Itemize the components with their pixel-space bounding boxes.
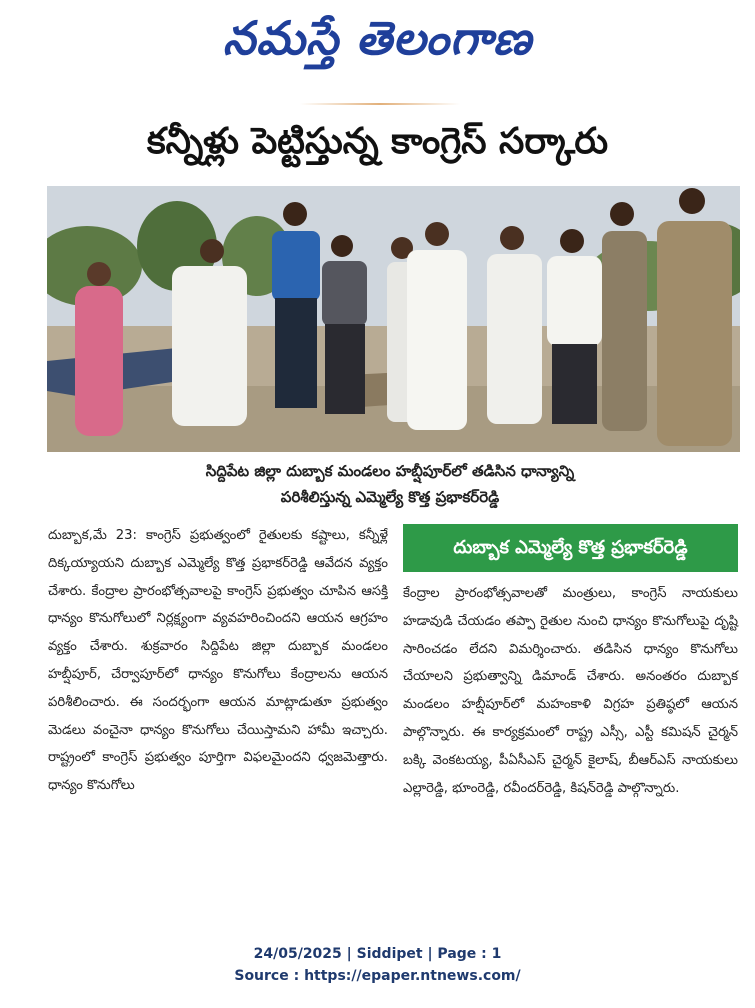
article-headline: కన్నీళ్లు పెట్టిస్తున్న కాంగ్రెస్ సర్కారు bbox=[146, 121, 609, 162]
footer-source-link[interactable]: Source : https://epaper.ntnews.com/ bbox=[234, 968, 521, 984]
masthead-divider bbox=[300, 103, 460, 105]
article-body-right: కేంద్రాల ప్రారంభోత్సవాలతో మంత్రులు, కాంగ్రెస్ నాయకులు హడావుడి చేయడం తప్పా రైతుల నుంచి ధాన్యం కొనుగోలుపై దృష్టి సారించడం లేదని విమర్శించారు. తడిసిన ధాన్యం కొనుగోలు చేయాలని ప్రభుత్వాన్ని డిమాండ్ చేశారు. అనంతరం దుబ్బాక మండలం హబ్షీపూర్‌లో మహంకాళి విగ్రహ ప్రతిష్ఠలో ఆయన పాల్గొన్నారు. ఈ కార్యక్రమంలో రాష్ట్ర ఎస్సీ, ఎస్టీ కమిషన్ చైర్మన్ బక్కి వెంకటయ్య, పీఏసీఎస్ చైర్మన్ కైలాష్, బీఆర్‌ఎస్ నాయకులు ఎల్లారెడ్డి, భూంరెడ్డి, రవీందర్‌రెడ్డి, కిషన్‌రెడ్డి పాల్గొన్నారు. bbox=[403, 586, 738, 796]
article-column-left bbox=[48, 522, 388, 800]
article-body-left: దుబ్బాక,మే 23: కాంగ్రెస్ ప్రభుత్వంలో రైతులకు కష్టాలు, కన్నీళ్లే దిక్కయ్యాయని దుబ్బాక ఎమ్మెల్యే కొత్త ప్రభాకర్‌రెడ్డి ఆవేదన వ్యక్తం చేశారు. కేంద్రాల ప్రారంభోత్సవాలపై కాంగ్రెస్ ప్రభుత్వం చూపిన ఆసక్తి ధాన్యం కొనుగోలులో నిర్లక్ష్యంగా వ్యవహరించిందని ఆయన ఆగ్రహం వ్యక్తం చేశారు. శుక్రవారం సిద్దిపేట జిల్లా దుబ్బాక మండలం హబ్షీపూర్, చేర్వాపూర్‌లో ధాన్యం కొనుగోలు కేంద్రాలను ఆయన పరిశీలించారు. ఈ సందర్భంగా ఆయన మాట్లాడుతూ ప్రభుత్వం మెడలు వంచైనా ధాన్యం కొనుగోలు చేయిస్తామని హామీ ఇచ్చారు. రాష్ట్రంలో కాంగ్రెస్ ప్రభుత్వం పూర్తిగా విఫలమైందని ధ్వజమెత్తారు. ధాన్యం కొనుగోలు bbox=[48, 528, 388, 794]
article-subhead: దుబ్బాక ఎమ్మెల్యే కొత్త ప్రభాకర్‌రెడ్డి bbox=[403, 524, 738, 572]
page-footer bbox=[0, 943, 755, 987]
photo-illustration bbox=[47, 186, 740, 452]
footer-date-edition: 24/05/2025 | Siddipet | Page : 1 bbox=[253, 946, 502, 962]
news-photo bbox=[47, 186, 740, 452]
article-column-right bbox=[403, 580, 738, 802]
photo-caption-line-1: సిద్దిపేట జిల్లా దుబ్బాక మండలం హబ్షీపూర్‌లో తడిసిన ధాన్యాన్ని bbox=[205, 462, 575, 480]
photo-caption bbox=[40, 458, 740, 510]
newspaper-masthead: నమస్తే తెలంగాణ bbox=[222, 11, 533, 65]
photo-caption-line-2: పరిశీలిస్తున్న ఎమ్మెల్యే కొత్త ప్రభాకర్‌రెడ్డి bbox=[280, 488, 500, 506]
